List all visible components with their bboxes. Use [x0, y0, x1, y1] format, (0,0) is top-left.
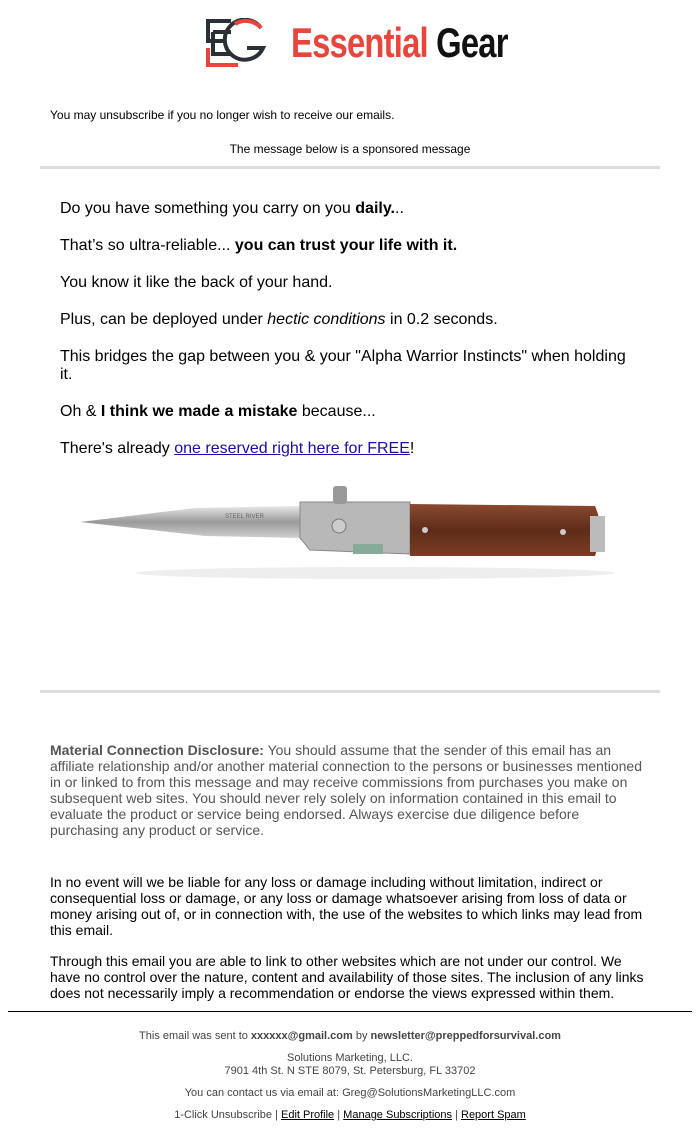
- liability-disclaimer: In no event will we be liable for any loss or damage including without limitation, indirect or consequential loss or damage, or any loss or damage whatsoever arising from loss of data or money arising out of, or in connection with, the use of the websites to which links may lead from this email.: [50, 874, 643, 938]
- footer: [0, 1030, 700, 1131]
- paragraph: There's already one reserved right here for FREE!: [60, 440, 415, 457]
- sent-info: This email was sent to xxxxxx@gmail.com by newsletter@preppedforsurvival.com: [139, 1030, 561, 1042]
- paragraph: This bridges the gap between you & your "Alpha Warrior Instincts" when holding it.: [60, 348, 626, 383]
- brand-name: Essential Gear: [291, 19, 508, 66]
- edit-profile-link[interactable]: Edit Profile: [280, 1109, 335, 1121]
- free-offer-link[interactable]: one reserved right here for FREE: [174, 440, 410, 457]
- paragraph: Plus, can be deployed under hectic conditions in 0.2 seconds.: [60, 311, 498, 328]
- manage-subscriptions-link[interactable]: Manage Subscriptions: [343, 1109, 453, 1121]
- unsubscribe-note: You may unsubscribe if you no longer wish to receive our emails.: [50, 108, 395, 122]
- svg-text:STEEL RIVER: STEEL RIVER: [225, 514, 264, 520]
- contact-info: You can contact us via email at: Greg@SolutionsMarketingLLC.com: [184, 1087, 516, 1099]
- one-click-unsubscribe[interactable]: 1-Click Unsubscribe: [174, 1109, 272, 1121]
- footer-divider: [8, 1011, 692, 1012]
- company-address: Solutions Marketing, LLC. 7901 4th St. N STE 8079, St. Petersburg, FL 33702: [224, 1052, 476, 1077]
- paragraph: Do you have something you carry on you daily...: [60, 200, 404, 217]
- footer-links: 1-Click Unsubscribe | Edit Profile | Manage Subscriptions | Report Spam: [174, 1109, 526, 1121]
- report-spam-link[interactable]: Report Spam: [461, 1109, 526, 1121]
- material-disclosure: Material Connection Disclosure: You should assume that the sender of this email has an affiliate relationship and/or another material connection to the persons or businesses mentioned in or linked to from this message and may receive commissions from purchases you make on subsequent web sites. You should never rely solely on information contained in this email to evaluate the product or service being endorsed. Always exercise due diligence before purchasing any product or service.: [50, 742, 642, 838]
- divider: [40, 690, 660, 693]
- links-disclaimer: Through this email you are able to link to other websites which are not under our control. We have no control over the nature, content and availability of those sites. The inclusion of any links does not necessarily imply a recommendation or endorse the views expressed within them.: [50, 953, 644, 1001]
- eg-logo-mark-icon: [205, 18, 269, 68]
- brand-logo: [205, 18, 569, 68]
- sponsored-note: The message below is a sponsored message: [229, 142, 471, 156]
- paragraph: Oh & I think we made a mistake because...: [60, 403, 376, 420]
- divider: [40, 166, 660, 169]
- paragraph: You know it like the back of your hand.: [60, 274, 333, 291]
- paragraph: That’s so ultra-reliable... you can trust your life with it.: [60, 237, 458, 254]
- knife-image[interactable]: [75, 478, 620, 593]
